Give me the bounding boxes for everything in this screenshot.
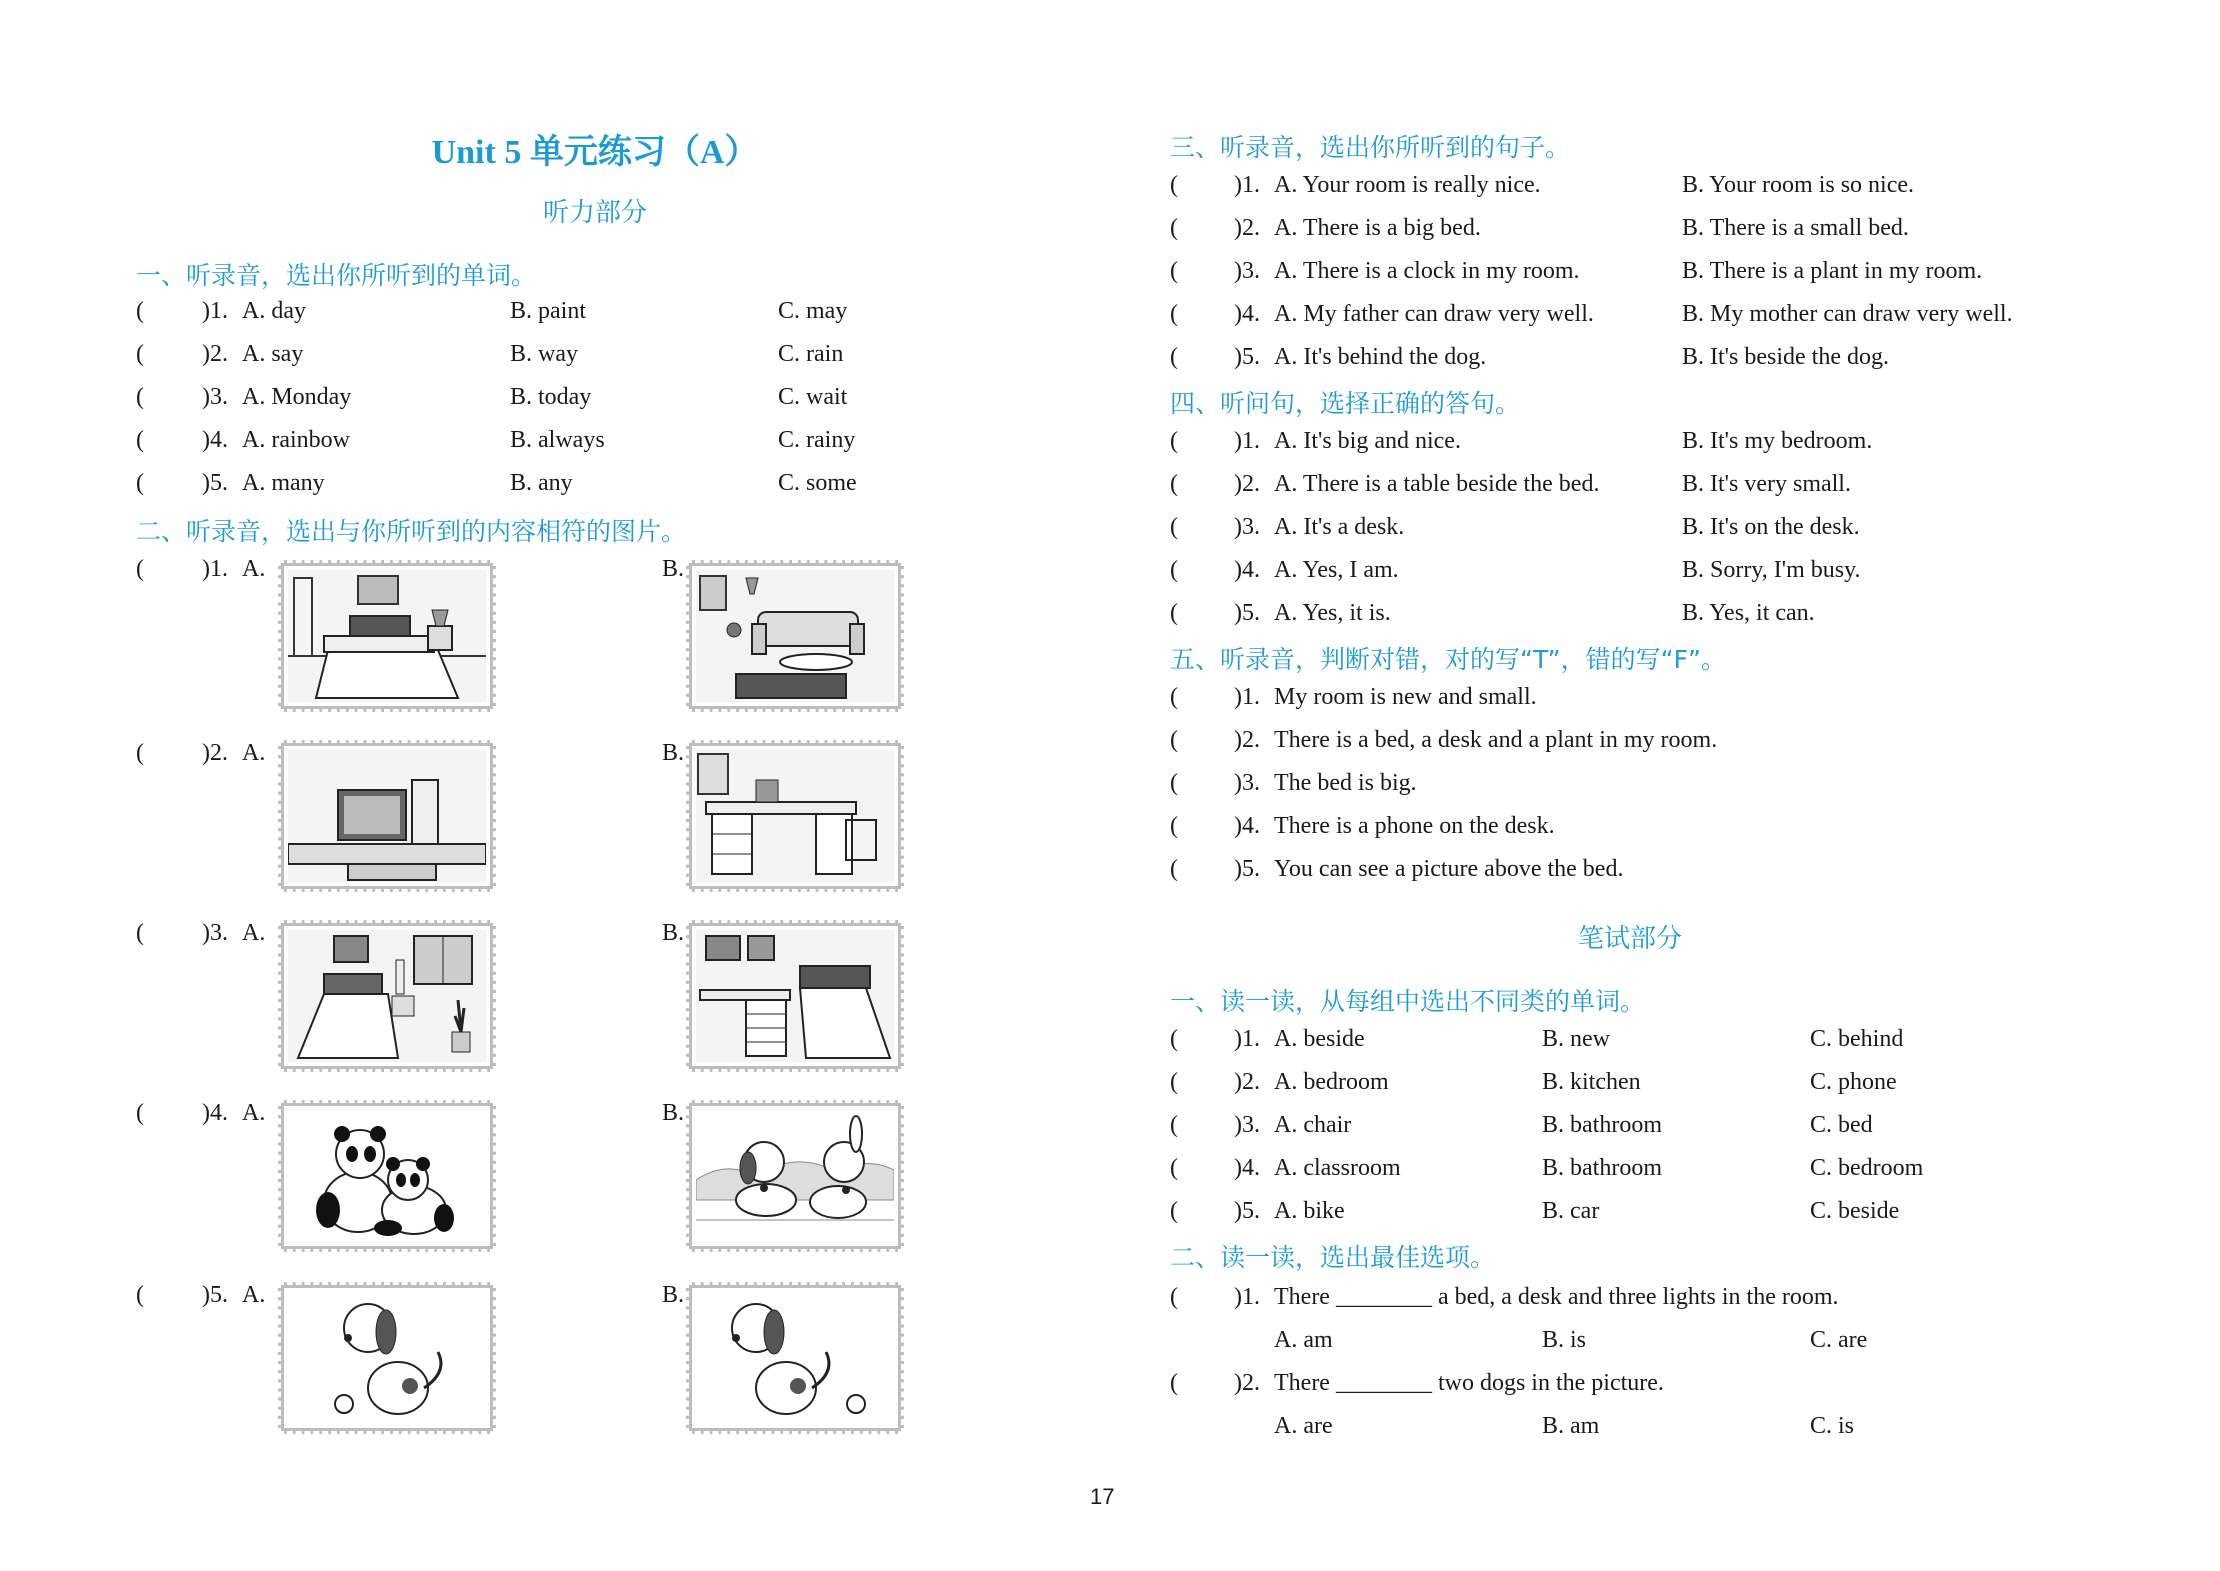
option-a-label: A. (242, 1100, 266, 1126)
computer-desk-picture-a (278, 740, 496, 892)
option-b: B. Your room is so nice. (1682, 172, 1915, 198)
statement: You can see a picture above the bed. (1274, 856, 1624, 882)
paren: ( (1170, 684, 1178, 710)
item-num: )3. (1234, 770, 1260, 796)
paren: ( (1170, 1112, 1178, 1138)
option-a: A. classroom (1274, 1155, 1401, 1181)
option-b: B. way (510, 341, 578, 367)
option-c: C. phone (1810, 1069, 1897, 1095)
option-a: A. day (242, 298, 306, 324)
paren: ( (136, 740, 144, 766)
option-b: B. It's beside the dog. (1682, 344, 1889, 370)
dogs-illustration (696, 1110, 894, 1242)
paren: ( (1170, 258, 1178, 284)
bed-plant-illustration (288, 930, 486, 1062)
option-b: B. always (510, 427, 605, 453)
statement: There is a bed, a desk and a plant in my room. (1274, 727, 1718, 753)
statement: My room is new and small. (1274, 684, 1537, 710)
option-b: B. bathroom (1542, 1112, 1662, 1138)
option-a: A. Yes, I am. (1274, 557, 1399, 583)
writing-section-1-title: 一、读一读，从每组中选出不同类的单词。 (1170, 987, 1646, 1016)
item-num: )3. (1234, 514, 1260, 540)
item-num: )5. (1234, 856, 1260, 882)
paren: ( (136, 1282, 144, 1308)
page-number: 17 (1090, 1484, 1115, 1509)
option-b: B. Sorry, I'm busy. (1682, 557, 1861, 583)
paren: ( (1170, 813, 1178, 839)
item-num: )1. (1234, 684, 1260, 710)
option-b: B. It's on the desk. (1682, 514, 1860, 540)
item-num: )3. (1234, 258, 1260, 284)
option-a-label: A. (242, 1282, 266, 1308)
option-a: A. are (1274, 1413, 1333, 1439)
dog-ball-picture-a (278, 1282, 496, 1434)
option-b: B. My mother can draw very well. (1682, 301, 2013, 327)
option-b: B. There is a plant in my room. (1682, 258, 1983, 284)
item-num: )4. (1234, 1155, 1260, 1181)
paren: ( (136, 1100, 144, 1126)
living-room-picture-b (686, 560, 904, 712)
option-a-label: A. (242, 556, 266, 582)
option-a: A. There is a table beside the bed. (1274, 471, 1600, 497)
item-num: )3. (1234, 1112, 1260, 1138)
statement: The bed is big. (1274, 770, 1417, 796)
paren: ( (136, 920, 144, 946)
paren: ( (1170, 301, 1178, 327)
option-b: B. Yes, it can. (1682, 600, 1815, 626)
item-num: )2. (1234, 1069, 1260, 1095)
paren: ( (1170, 215, 1178, 241)
item-num: )1. (1234, 428, 1260, 454)
paren: ( (1170, 557, 1178, 583)
option-b: B. paint (510, 298, 586, 324)
option-b: B. kitchen (1542, 1069, 1641, 1095)
option-a: A. bedroom (1274, 1069, 1389, 1095)
option-a: A. rainbow (242, 427, 350, 453)
paren: ( (1170, 1155, 1178, 1181)
item-num: )4. (202, 1100, 228, 1126)
option-b: B. new (1542, 1026, 1610, 1052)
page-title: Unit 5 单元练习（A） (431, 134, 759, 171)
listening-heading: 听力部分 (542, 198, 647, 227)
option-b-label: B. (662, 1100, 685, 1126)
item-num: )1. (1234, 1284, 1260, 1310)
paren: ( (1170, 1026, 1178, 1052)
bed-desk-illustration (696, 930, 894, 1062)
item-num: )4. (1234, 557, 1260, 583)
option-b: B. bathroom (1542, 1155, 1662, 1181)
paren: ( (1170, 1198, 1178, 1224)
paren: ( (136, 470, 144, 496)
dog-ball-picture-b (686, 1282, 904, 1434)
option-a: A. There is a big bed. (1274, 215, 1481, 241)
pandas-illustration (288, 1110, 486, 1242)
paren: ( (136, 427, 144, 453)
option-c: C. some (778, 470, 857, 496)
bed-desk-picture-b (686, 920, 904, 1072)
option-a: A. chair (1274, 1112, 1352, 1138)
paren: ( (1170, 172, 1178, 198)
item-num: )1. (202, 298, 228, 324)
item-num: )1. (1234, 172, 1260, 198)
paren: ( (1170, 428, 1178, 454)
option-a: A. many (242, 470, 325, 496)
paren: ( (136, 384, 144, 410)
living-room-illustration (696, 570, 894, 702)
option-a: A. bike (1274, 1198, 1345, 1224)
item-num: )3. (202, 920, 228, 946)
option-c: C. are (1810, 1327, 1868, 1353)
item-num: )1. (202, 556, 228, 582)
question: There ________ two dogs in the picture. (1274, 1370, 1664, 1396)
section-3-title: 三、听录音，选出你所听到的句子。 (1170, 133, 1571, 162)
option-c: C. may (778, 298, 848, 324)
item-num: )5. (202, 470, 228, 496)
statement: There is a phone on the desk. (1274, 813, 1555, 839)
paren: ( (1170, 600, 1178, 626)
option-a: A. It's a desk. (1274, 514, 1405, 540)
paren: ( (1170, 514, 1178, 540)
bed-plant-picture-a (278, 920, 496, 1072)
item-num: )2. (1234, 471, 1260, 497)
option-a: A. My father can draw very well. (1274, 301, 1594, 327)
option-c: C. is (1810, 1413, 1855, 1439)
option-c: C. rainy (778, 427, 856, 453)
option-a: A. Monday (242, 384, 352, 410)
item-num: )5. (1234, 1198, 1260, 1224)
option-a: A. It's big and nice. (1274, 428, 1461, 454)
option-c: C. bedroom (1810, 1155, 1924, 1181)
option-a: A. beside (1274, 1026, 1365, 1052)
section-1-title: 一、听录音，选出你所听到的单词。 (136, 261, 537, 290)
option-a: A. Yes, it is. (1274, 600, 1391, 626)
option-b-label: B. (662, 556, 685, 582)
bedroom-picture-a (278, 560, 496, 712)
study-desk-picture-b (686, 740, 904, 892)
item-num: )4. (1234, 301, 1260, 327)
option-b: B. It's very small. (1682, 471, 1851, 497)
bedroom-illustration (288, 570, 486, 702)
option-b: B. car (1542, 1198, 1600, 1224)
paren: ( (1170, 344, 1178, 370)
option-a: A. say (242, 341, 304, 367)
item-num: )5. (1234, 344, 1260, 370)
computer-desk-illustration (288, 750, 486, 882)
item-num: )4. (1234, 813, 1260, 839)
option-b: B. is (1542, 1327, 1587, 1353)
study-desk-illustration (696, 750, 894, 882)
item-num: )4. (202, 427, 228, 453)
item-num: )2. (1234, 727, 1260, 753)
option-c: C. rain (778, 341, 844, 367)
option-b-label: B. (662, 740, 685, 766)
option-a-label: A. (242, 740, 266, 766)
pandas-picture-a (278, 1100, 496, 1252)
option-a: A. Your room is really nice. (1274, 172, 1541, 198)
option-c: C. beside (1810, 1198, 1900, 1224)
item-num: )2. (202, 341, 228, 367)
dog-ball-illustration (288, 1292, 486, 1424)
option-b-label: B. (662, 1282, 685, 1308)
paren: ( (136, 556, 144, 582)
paren: ( (1170, 471, 1178, 497)
section-5-title: 五、听录音，判断对错，对的写“T”，错的写“F”。 (1170, 645, 1726, 674)
item-num: )5. (202, 1282, 228, 1308)
option-a: A. There is a clock in my room. (1274, 258, 1580, 284)
section-4-title: 四、听问句，选择正确的答句。 (1170, 389, 1521, 418)
option-b: B. It's my bedroom. (1682, 428, 1873, 454)
option-c: C. behind (1810, 1026, 1904, 1052)
option-b: B. today (510, 384, 592, 410)
option-a: A. It's behind the dog. (1274, 344, 1487, 370)
paren: ( (1170, 770, 1178, 796)
question: There ________ a bed, a desk and three lights in the room. (1274, 1284, 1839, 1310)
item-num: )5. (1234, 600, 1260, 626)
paren: ( (1170, 1284, 1178, 1310)
item-num: )2. (202, 740, 228, 766)
paren: ( (136, 341, 144, 367)
option-b-label: B. (662, 920, 685, 946)
item-num: )1. (1234, 1026, 1260, 1052)
item-num: )3. (202, 384, 228, 410)
paren: ( (1170, 1069, 1178, 1095)
writing-section-2-title: 二、读一读，选出最佳选项。 (1170, 1243, 1496, 1272)
option-b: B. There is a small bed. (1682, 215, 1909, 241)
paren: ( (1170, 856, 1178, 882)
option-a-label: A. (242, 920, 266, 946)
paren: ( (1170, 727, 1178, 753)
option-b: B. any (510, 470, 573, 496)
paren: ( (1170, 1370, 1178, 1396)
option-c: C. wait (778, 384, 848, 410)
option-c: C. bed (1810, 1112, 1873, 1138)
section-2-title: 二、听录音，选出与你所听到的内容相符的图片。 (136, 517, 687, 546)
writing-heading: 笔试部分 (1577, 924, 1682, 953)
dogs-picture-b (686, 1100, 904, 1252)
item-num: )2. (1234, 215, 1260, 241)
option-b: B. am (1542, 1413, 1600, 1439)
dog-ball-illustration (696, 1292, 894, 1424)
paren: ( (136, 298, 144, 324)
option-a: A. am (1274, 1327, 1333, 1353)
item-num: )2. (1234, 1370, 1260, 1396)
